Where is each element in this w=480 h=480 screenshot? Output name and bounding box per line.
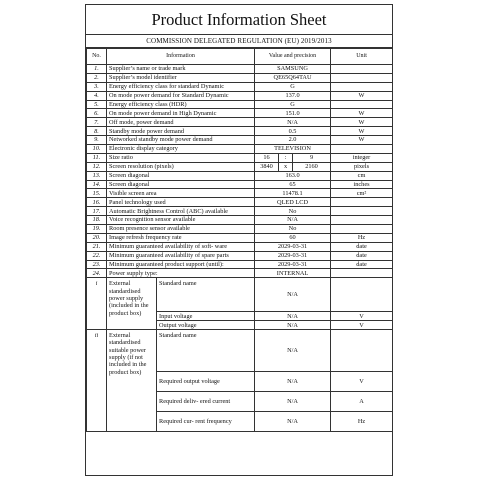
table-row [87, 269, 393, 278]
psu-ii-current-label: Required deliv- ered current [157, 392, 255, 412]
row-unit: integer [331, 153, 393, 162]
row-info: Supplier’s name or trade mark [107, 65, 255, 74]
psu-i-label: External standardised power supply (included in the product box) [107, 278, 157, 330]
header-no: No. [87, 49, 107, 65]
row-info: Room presence sensor available [107, 225, 255, 234]
row-unit [331, 198, 393, 207]
psu-ii-frequency-unit: Hz [331, 412, 393, 432]
row-number: 4. [87, 91, 107, 100]
psu-i-output-value: N/A [255, 321, 331, 330]
table-row [87, 225, 393, 234]
row-info: Screen diagonal [107, 180, 255, 189]
row-value: 60 [255, 233, 331, 242]
row-number: 3. [87, 82, 107, 91]
table-row [87, 65, 393, 74]
row-number: 22. [87, 251, 107, 260]
psu-i-standard-row [87, 278, 393, 312]
table-row [87, 207, 393, 216]
row-unit: W [331, 127, 393, 136]
row-number: 20. [87, 233, 107, 242]
table-row [87, 233, 393, 242]
row-unit: date [331, 242, 393, 251]
row-info: Energy efficiency class for standard Dynamic [107, 82, 255, 91]
row-info: Voice recognition sensor available [107, 216, 255, 225]
row-unit: W [331, 118, 393, 127]
table-row [87, 136, 393, 145]
row-number: 9. [87, 136, 107, 145]
row-unit [331, 100, 393, 109]
row-value: 2029-03-31 [255, 260, 331, 269]
row-unit: inches [331, 180, 393, 189]
row-value: G [255, 100, 331, 109]
row-number: 5. [87, 100, 107, 109]
table-row-resolution [87, 162, 393, 171]
row-number: 6. [87, 109, 107, 118]
table-row [87, 145, 393, 154]
header-information: Information [107, 49, 255, 65]
psu-ii-frequency-label: Required cur- rent frequency [157, 412, 255, 432]
row-value: 151.0 [255, 109, 331, 118]
row-info: Visible screen area [107, 189, 255, 198]
row-info: Screen resolution (pixels) [107, 162, 255, 171]
psu-i-input-value: N/A [255, 312, 331, 321]
row-info: On mode power demand for Standard Dynamic [107, 91, 255, 100]
table-row [87, 82, 393, 91]
row-unit: W [331, 91, 393, 100]
row-unit: date [331, 260, 393, 269]
row-value: 65 [255, 180, 331, 189]
row-info: Screen diagonal [107, 171, 255, 180]
row-value: 163.0 [255, 171, 331, 180]
row-value: 2.0 [255, 136, 331, 145]
row-number: 24. [87, 269, 107, 278]
psu-i-number: i [87, 278, 107, 330]
regulation-title: COMMISSION DELEGATED REGULATION (EU) 2019/2013 [86, 35, 392, 48]
table-row [87, 100, 393, 109]
ratio-sep: : [279, 153, 293, 162]
row-number: 11. [87, 153, 107, 162]
row-unit [331, 82, 393, 91]
row-value: N/A [255, 118, 331, 127]
row-number: 12. [87, 162, 107, 171]
row-info: Size ratio [107, 153, 255, 162]
resolution-sep: x [279, 162, 293, 171]
row-number: 21. [87, 242, 107, 251]
table-row-size-ratio [87, 153, 393, 162]
row-unit [331, 207, 393, 216]
row-value: INTERNAL [255, 269, 331, 278]
row-number: 8. [87, 127, 107, 136]
header-unit: Unit [331, 49, 393, 65]
row-value: N/A [255, 216, 331, 225]
row-number: 18. [87, 216, 107, 225]
row-info: Networked standby mode power demand [107, 136, 255, 145]
row-info: Power supply type: [107, 269, 255, 278]
resolution-a: 3840 [255, 162, 279, 171]
psu-ii-standard-name: Standard name [157, 330, 255, 372]
psu-ii-standard-row [87, 330, 393, 372]
row-value: 2029-03-31 [255, 242, 331, 251]
row-info: Off mode, power demand [107, 118, 255, 127]
row-value: QLED LCD [255, 198, 331, 207]
psu-ii-current-unit: A [331, 392, 393, 412]
row-number: 19. [87, 225, 107, 234]
table-row [87, 171, 393, 180]
row-info: Image refresh frequency rate [107, 233, 255, 242]
row-info: Automatic Brightness Control (ABC) available [107, 207, 255, 216]
resolution-b: 2160 [293, 162, 331, 171]
psu-ii-label: External standardised suitable power supply (if not included in the product box) [107, 330, 157, 432]
psu-ii-current-value: N/A [255, 392, 331, 412]
row-number: 10. [87, 145, 107, 154]
row-value: 2029-03-31 [255, 251, 331, 260]
table-row [87, 260, 393, 269]
table-row [87, 91, 393, 100]
table-row [87, 109, 393, 118]
row-unit [331, 145, 393, 154]
row-value: TELEVISION [255, 145, 331, 154]
ratio-b: 9 [293, 153, 331, 162]
row-unit: Hz [331, 233, 393, 242]
row-info: Supplier’s model identifier [107, 73, 255, 82]
psu-ii-output-unit: V [331, 372, 393, 392]
row-unit [331, 65, 393, 74]
row-unit: date [331, 251, 393, 260]
row-value: No [255, 207, 331, 216]
table-row [87, 251, 393, 260]
row-unit [331, 216, 393, 225]
row-number: 23. [87, 260, 107, 269]
psu-ii-output-label: Required output voltage [157, 372, 255, 392]
info-table [86, 48, 393, 432]
row-info: Minimum guaranteed availability of soft- ware [107, 242, 255, 251]
row-value: SAMSUNG [255, 65, 331, 74]
table-row [87, 180, 393, 189]
header-value: Value and precision [255, 49, 331, 65]
psu-ii-output-value: N/A [255, 372, 331, 392]
psu-ii-number: ii [87, 330, 107, 432]
psu-ii-standard-unit [331, 330, 393, 372]
row-number: 17. [87, 207, 107, 216]
row-number: 16. [87, 198, 107, 207]
row-info: Energy efficiency class (HDR) [107, 100, 255, 109]
row-unit [331, 225, 393, 234]
table-row [87, 216, 393, 225]
row-info: Electronic display category [107, 145, 255, 154]
row-number: 13. [87, 171, 107, 180]
psu-i-standard-value: N/A [255, 278, 331, 312]
row-unit: pixels [331, 162, 393, 171]
row-value: QE65Q64TAU [255, 73, 331, 82]
row-info: Standby mode power demand [107, 127, 255, 136]
row-value: 0.5 [255, 127, 331, 136]
ratio-a: 16 [255, 153, 279, 162]
table-row [87, 73, 393, 82]
psu-ii-standard-value: N/A [255, 330, 331, 372]
table-row [87, 198, 393, 207]
table-row [87, 118, 393, 127]
table-header-row [87, 49, 393, 65]
psu-i-standard-name: Standard name [157, 278, 255, 312]
row-info: Minimum guaranteed product support (until): [107, 260, 255, 269]
psu-i-output-label: Output voltage [157, 321, 255, 330]
table-row [87, 242, 393, 251]
row-info: Panel technology used [107, 198, 255, 207]
row-info: On mode power demand in High Dynamic [107, 109, 255, 118]
psu-i-output-unit: V [331, 321, 393, 330]
row-value: 137.0 [255, 91, 331, 100]
row-unit: W [331, 136, 393, 145]
row-unit [331, 73, 393, 82]
sheet-title: Product Information Sheet [86, 5, 392, 35]
row-value: No [255, 225, 331, 234]
row-number: 2. [87, 73, 107, 82]
row-number: 7. [87, 118, 107, 127]
row-unit: cm [331, 171, 393, 180]
row-value: G [255, 82, 331, 91]
psu-i-standard-unit [331, 278, 393, 312]
row-value: 11478.1 [255, 189, 331, 198]
row-number: 1. [87, 65, 107, 74]
product-information-sheet [85, 4, 393, 476]
row-unit: cm² [331, 189, 393, 198]
psu-ii-frequency-value: N/A [255, 412, 331, 432]
psu-i-input-unit: V [331, 312, 393, 321]
table-row [87, 127, 393, 136]
table-row [87, 189, 393, 198]
row-number: 14. [87, 180, 107, 189]
row-number: 15. [87, 189, 107, 198]
row-unit: W [331, 109, 393, 118]
row-info: Minimum guaranteed availability of spare parts [107, 251, 255, 260]
row-unit [331, 269, 393, 278]
psu-i-input-label: Input voltage [157, 312, 255, 321]
